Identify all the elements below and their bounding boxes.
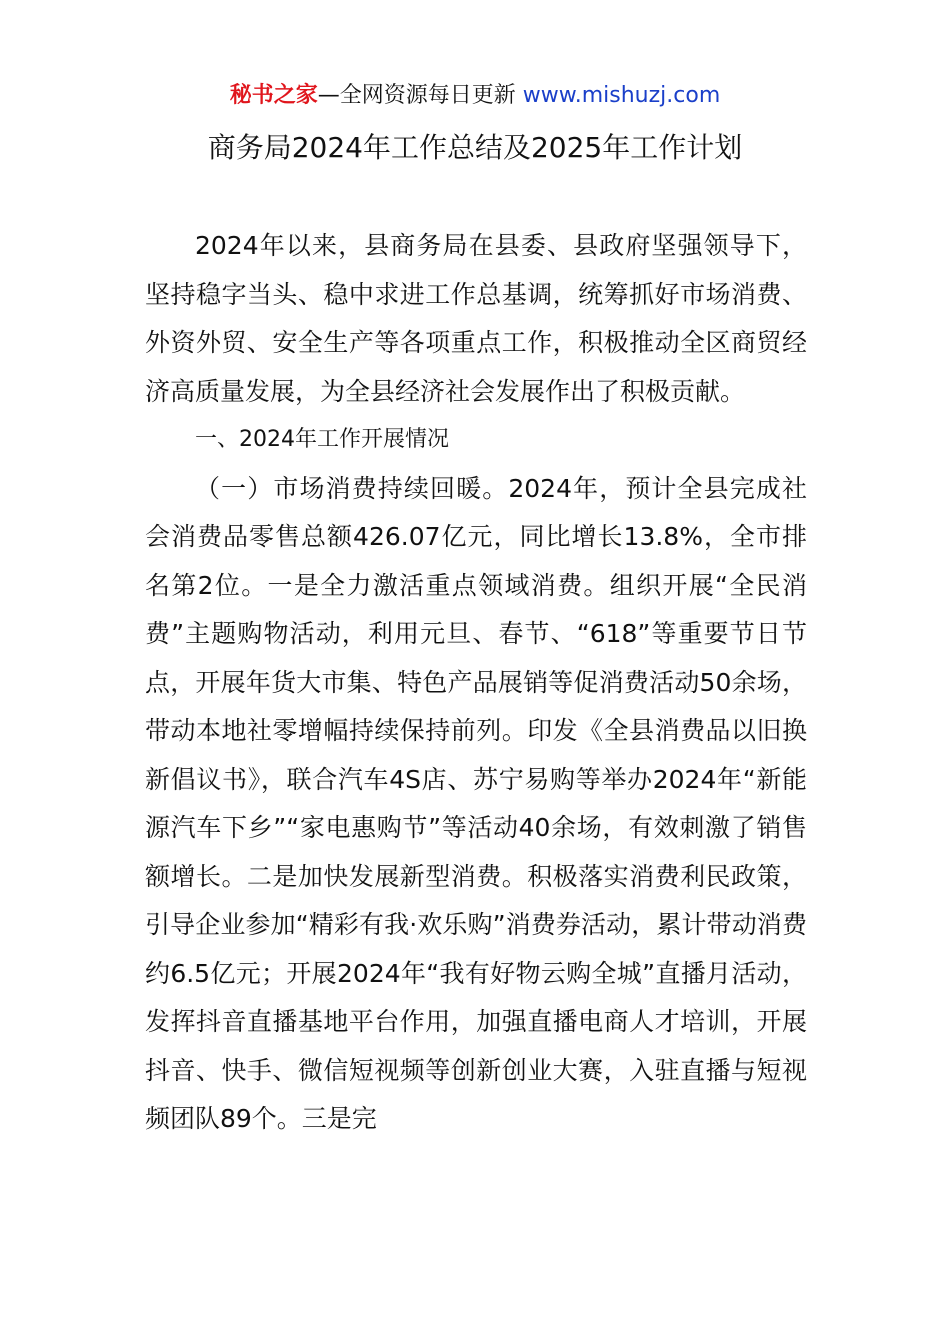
document-body: [145, 222, 807, 1144]
brand-name: 秘书之家: [229, 83, 318, 108]
section-heading: 一、2024年工作开展情况: [195, 427, 449, 452]
site-url-link[interactable]: www.mishuzj.com: [522, 83, 721, 108]
document-title: 商务局2024年工作总结及2025年工作计划: [207, 131, 743, 164]
intro-paragraph: 2024年以来，县商务局在县委、县政府坚强领导下，坚持稳字当头、稳中求进工作总基调，统筹抓好市场消费、外资外贸、安全生产等各项重点工作，积极推动全区商贸经济高质量发展，为全县经济社会发展作出了积极贡献。: [145, 231, 807, 406]
site-banner: [0, 80, 950, 112]
banner-tagline: —全网资源每日更新: [317, 83, 516, 108]
section-paragraph: （一）市场消费持续回暖。2024年，预计全县完成社会消费品零售总额426.07亿元，同比增长13.8%，全市排名第2位。一是全力激活重点领域消费。组织开展“全民消费”主题购物活动，利用元旦、春节、“618”等重要节日节点，开展年货大市集、特色产品展销等促消费活动50余场，带动本地社零增幅持续保持前列。印发《全县消费品以旧换新倡议书》，联合汽车4S店、苏宁易购等举办2024年“新能源汽车下乡”“家电惠购节”等活动40余场，有效刺激了销售额增长。二是加快发展新型消费。积极落实消费利民政策，引导企业参加“精彩有我·欢乐购”消费券活动，累计带动消费约6.5亿元；开展2024年“我有好物云购全城”直播月活动，发挥抖音直播基地平台作用，加强直播电商人才培训，开展抖音、快手、微信短视频等创新创业大赛，入驻直播与短视频团队89个。三是完: [145, 473, 807, 1133]
